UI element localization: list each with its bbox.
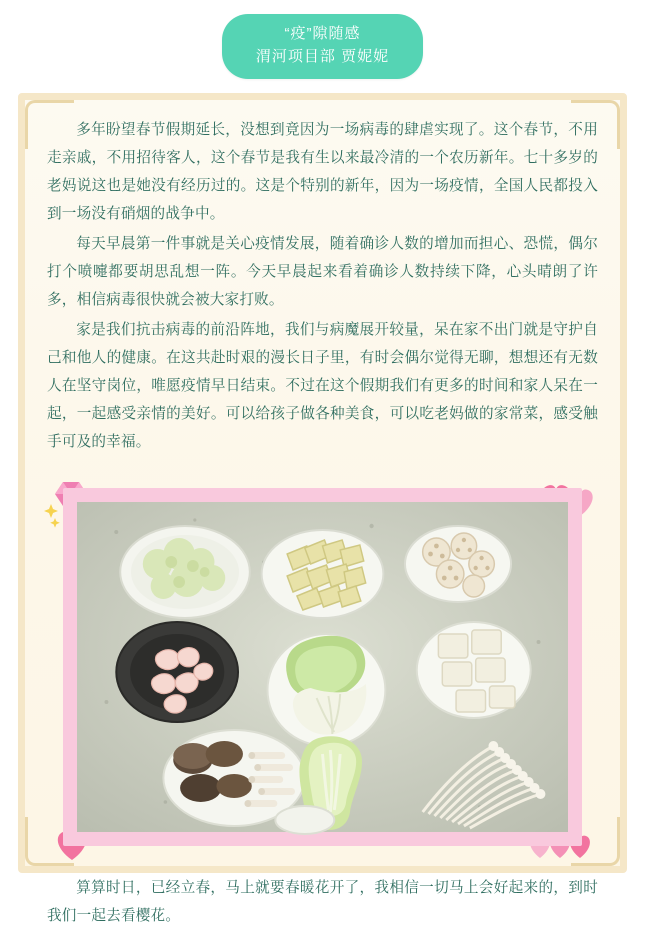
- photo-frame: [63, 488, 582, 846]
- page-title: “疫”隙随感: [284, 25, 361, 42]
- article-paragraph: 家是我们抗击病毒的前沿阵地，我们与病魔展开较量，呆在家不出门就是守护自己和他人的健康。在这共赴时艰的漫长日子里，有时会偶尔觉得无聊，想想还有无数人在坚守岗位，唯愿疫情早日结束。不过在这个假期我们有更多的时间和家人呆在一起，一起感受亲情的美好。可以给孩子做各种美食，可以吃老妈做的家常菜，感受触手可及的幸福。: [47, 322, 598, 451]
- page-subtitle: 渭河项目部 贾妮妮: [255, 47, 390, 65]
- article-card-inner: [25, 100, 620, 925]
- article-body: [25, 100, 620, 466]
- header: [0, 0, 645, 79]
- photo-illustration: [77, 502, 568, 832]
- article-footer-paragraph: 算算时日，已经立春，马上就要春暖花开了，我相信一切马上会好起来的，到时我们一起去看樱花。: [47, 880, 598, 925]
- article-paragraph: 多年盼望春节假期延长，没想到竟因为一场病毒的肆虐实现了。这个春节，不用走亲戚，不用招待客人，这个春节是我有生以来最冷清的一个农历新年。七十多岁的老妈说这也是她没有经历过的。这是个特别的新年，因为一场疫情，全国人民都投入到一场没有硝烟的战争中。: [47, 122, 598, 223]
- article-footer: [25, 864, 620, 942]
- photo-block: [41, 472, 604, 864]
- photo-hotpot-ingredients: [77, 502, 568, 832]
- article-card: [18, 93, 627, 925]
- article-paragraph: 每天早晨第一件事就是关心疫情发展，随着确诊人数的增加而担心、恐慌，偶尔打个喷嚏都要胡思乱想一阵。今天早晨起来看着确诊人数持续下降，心头晴朗了许多，相信病毒很快就会被大家打败。: [47, 236, 598, 309]
- header-pill: [222, 14, 423, 79]
